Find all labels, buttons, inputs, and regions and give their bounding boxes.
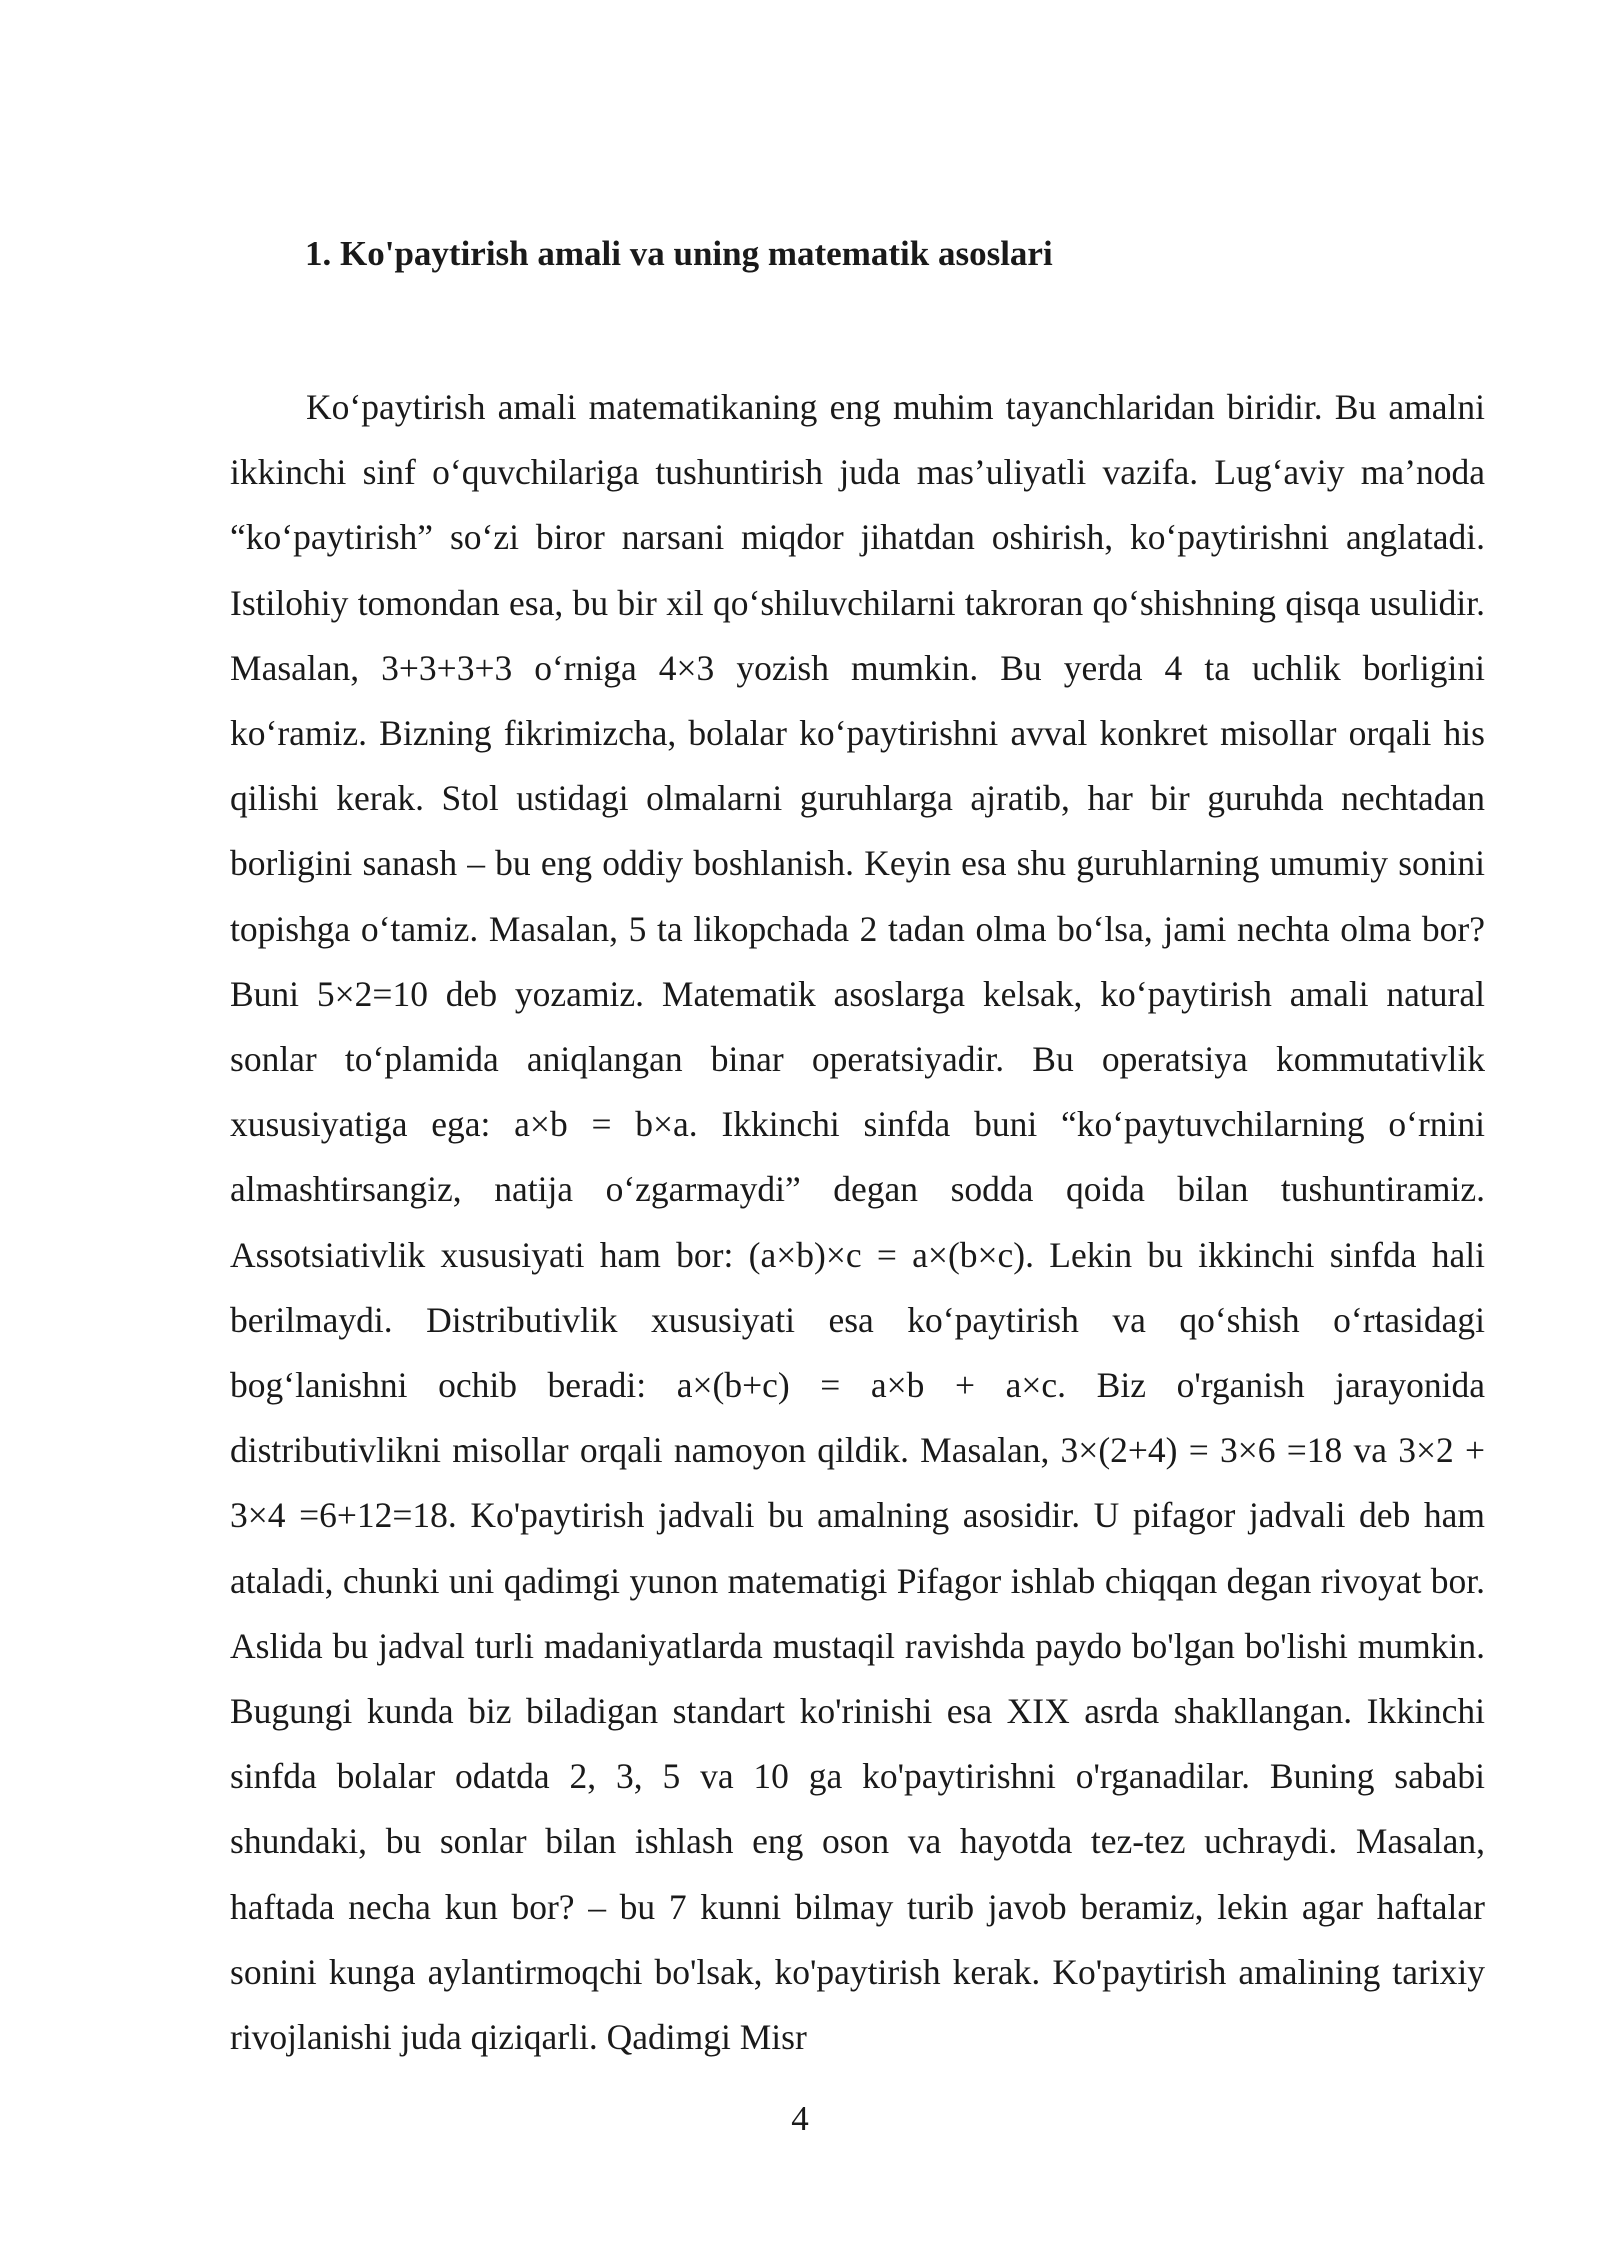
body-paragraph: Ko‘paytirish amali matematikaning eng muhim tayanchlaridan biridir. Bu amalni ikkinchi sinf o‘quvchilariga tushuntirish juda mas’uliyatli vazifa. Lug‘aviy ma’noda “ko‘paytirish” so‘zi biror narsani miqdor jihatdan oshirish, ko‘paytirishni anglatadi. Istilohiy tomondan esa, bu bir xil qo‘shiluvchilarni takroran qo‘shishning qisqa usulidir. Masalan, 3+3+3+3 o‘rniga 4×3 yozish mumkin. Bu yerda 4 ta uchlik borligini ko‘ramiz. Bizning fikrimizcha, bolalar ko‘paytirishni avval konkret misollar orqali his qilishi kerak. Stol ustidagi olmalarni guruhlarga ajratib, har bir guruhda nechtadan borligini sanash – bu eng oddiy boshlanish. Keyin esa shu guruhlarning umumiy sonini topishga o‘tamiz. Masalan, 5 ta likopchada 2 tadan olma bo‘lsa, jami nechta olma bor? Buni 5×2=10 deb yozamiz. Matematik asoslarga kelsak, ko‘paytirish amali natural sonlar to‘plamida aniqlangan binar operatsiyadir. Bu operatsiya kommutativlik xususiyatiga ega: a×b = b×a. Ikkinchi sinfda buni “ko‘paytuvchilarning o‘rnini almashtirsangiz, natija o‘zgarmaydi” degan sodda qoida bilan tushuntiramiz. Assotsiativlik xususiyati ham bor: (a×b)×c = a×(b×c). Lekin bu ikkinchi sinfda hali berilmaydi. Distributivlik xususiyati esa ko‘paytirish va qo‘shish o‘rtasidagi bog‘lanishni ochib beradi: a×(b+c) = a×b + a×c. Biz o'rganish jarayonida distributivlikni misollar orqali namoyon qildik. Masalan, 3×(2+4) = 3×6 =18 va 3×2 + 3×4 =6+12=18. Ko'paytirish jadvali bu amalning asosidir. U pifagor jadvali deb ham ataladi, chunki uni qadimgi yunon matematigi Pifagor ishlab chiqqan degan rivoyat bor. Aslida bu jadval turli madaniyatlarda mustaqil ravishda paydo bo'lgan bo'lishi mumkin. Bugungi kunda biz biladigan standart ko'rinishi esa XIX asrda shakllangan. Ikkinchi sinfda bolalar odatda 2, 3, 5 va 10 ga ko'paytirishni o'rganadilar. Buning sababi shundaki, bu sonlar bilan ishlash eng oson va hayotda tez-tez uchraydi. Masalan, haftada necha kun bor? – bu 7 kunni bilmay turib javob beramiz, lekin agar haftalar sonini kunga aylantirmoqchi bo'lsak, ko'paytirish kerak. Ko'paytirish amalining tarixiy rivojlanishi juda qiziqarli. Qadimgi Misr	[230, 387, 1485, 2058]
page-number: 4	[791, 2099, 809, 2138]
section-heading: 1. Ko'paytirish amali va uning matematik asoslari	[305, 234, 1053, 273]
